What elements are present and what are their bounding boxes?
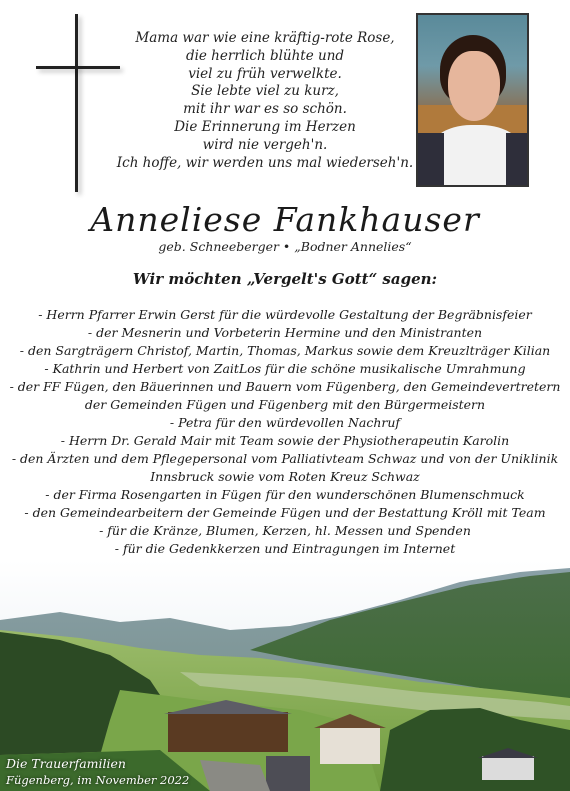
poem	[115, 30, 415, 172]
thanks-item: - Herrn Dr. Gerald Mair mit Team sowie der Physiotherapeutin Karolin	[60, 433, 510, 448]
poem-line: wird nie vergeh'n.	[202, 136, 328, 153]
thanks-item: - der Mesnerin und Vorbeterin Hermine und den Ministranten	[87, 325, 483, 340]
signature-block	[6, 756, 189, 787]
cross-horizontal-beam	[36, 66, 120, 69]
cross-icon	[36, 14, 126, 204]
portrait-photo	[416, 13, 529, 187]
poem-line: Ich hoffe, wir werden uns mal wiederseh'n.	[116, 154, 414, 171]
thanks-item: Innsbruck sowie vom Roten Kreuz Schwaz	[150, 469, 420, 484]
thanks-item: - der Firma Rosengarten in Fügen für den wunderschönen Blumenschmuck	[45, 487, 525, 502]
thanks-item: - für die Gedenkkerzen und Eintragungen im Internet	[114, 541, 456, 556]
deceased-subtitle: geb. Schneeberger • „Bodner Annelies“	[158, 239, 412, 254]
thanks-item: - den Gemeindearbeitern der Gemeinde Fügen und der Bestattung Kröll mit Team	[24, 505, 546, 520]
poem-line: Sie lebte viel zu kurz,	[191, 83, 339, 100]
poem-line: die herrlich blühte und	[185, 47, 345, 64]
signature: Die Trauerfamilien	[6, 756, 126, 771]
thanks-heading: Wir möchten „Vergelt's Gott“ sagen:	[132, 270, 438, 288]
thanks-item: - der FF Fügen, den Bäuerinnen und Bauern vom Fügenberg, den Gemeindevertretern	[9, 379, 561, 394]
deceased-name: Anneliese Fankhauser	[90, 200, 480, 239]
poem-line: Mama war wie eine kräftig-rote Rose,	[135, 30, 395, 46]
thanks-item: der Gemeinden Fügen und Fügenberg mit den Bürgermeistern	[84, 397, 486, 412]
place-date: Fügenberg, im November 2022	[6, 773, 190, 787]
poem-line: Die Erinnerung im Herzen	[174, 118, 356, 135]
thanks-item: - Herrn Pfarrer Erwin Gerst für die würdevolle Gestaltung der Begräbnisfeier	[38, 307, 532, 322]
thanks-list	[0, 306, 570, 576]
thanks-item: - Kathrin und Herbert von ZaitLos für die schöne musikalische Umrahmung	[44, 361, 526, 376]
thanks-item: - den Ärzten und dem Pflegepersonal vom Palliativteam Schwaz und von der Uniklinik	[11, 451, 559, 466]
poem-line: mit ihr war es so schön.	[183, 101, 347, 118]
thanks-item: - Petra für den würdevollen Nachruf	[169, 415, 401, 430]
cross-vertical-beam	[75, 14, 78, 192]
thanks-item: - für die Kränze, Blumen, Kerzen, hl. Messen und Spenden	[99, 523, 471, 538]
poem-line: viel zu früh verwelkte.	[188, 65, 342, 82]
thanks-item: - den Sargträgern Christof, Martin, Thomas, Markus sowie dem Kreuzlträger Kilian	[19, 343, 551, 358]
